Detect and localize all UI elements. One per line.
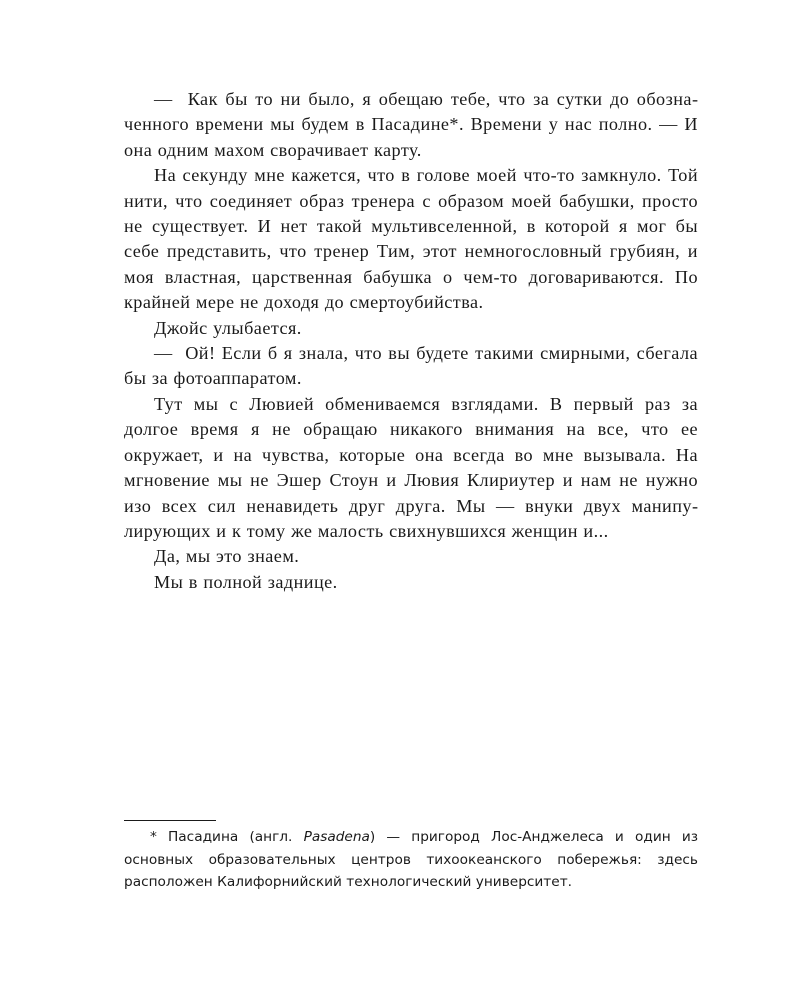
footnote-italic-term: Pasadena	[303, 829, 370, 845]
paragraph-2: На секунду мне кажется, что в голове моей что-то замкнуло. Той нити, что соединяет образ тренера с образом моей бабушки, просто не существует. И нет такой мультивселенной, в которой я мог бы себе представить, что тренер Тим, этот немногословный грубиян, и моя властная, царственная бабушка о чем-то договариваются. По крайней мере не доходя до смертоубийства.	[124, 165, 698, 313]
paragraph-1: — Как бы то ни было, я обещаю тебе, что за сутки до обозначенного времени мы будем в Пасадине*. Времени у нас полно. — И она одним махом сворачивает карту.	[124, 89, 698, 160]
footnote	[124, 826, 698, 894]
paragraph-7: Мы в полной заднице.	[154, 571, 338, 592]
footnote-text-start: * Пасадина (англ.	[150, 829, 304, 845]
paragraph-5: Тут мы с Лювией обмениваемся взглядами. В первый раз за долгое время я не обращаю никакого внимания на все, что ее окружает, и на чувства, которые она всегда во мне вызывала. На мгновение мы не Эшер Стоун и Лювия Клириутер и нам не нужно изо всех сил ненавидеть друг друга. Мы — внуки двух манипулирующих и к тому же малость свихнувшихся женщин и...	[124, 393, 698, 541]
footnote-text	[124, 826, 698, 894]
paragraph-3: Джойс улыбается.	[154, 317, 302, 338]
paragraph-6: Да, мы это знаем.	[154, 546, 300, 567]
main-text	[124, 87, 698, 595]
footnote-divider	[124, 820, 216, 821]
footnote-text-end: ) — пригород Лос-Анджелеса и один из основных образовательных центров тихоокеанского побережья: здесь расположен Калифорнийский технологический университет.	[124, 829, 698, 891]
paragraph-4: — Ой! Если б я знала, что вы будете такими смирными, сбегала бы за фотоаппаратом.	[124, 343, 698, 389]
